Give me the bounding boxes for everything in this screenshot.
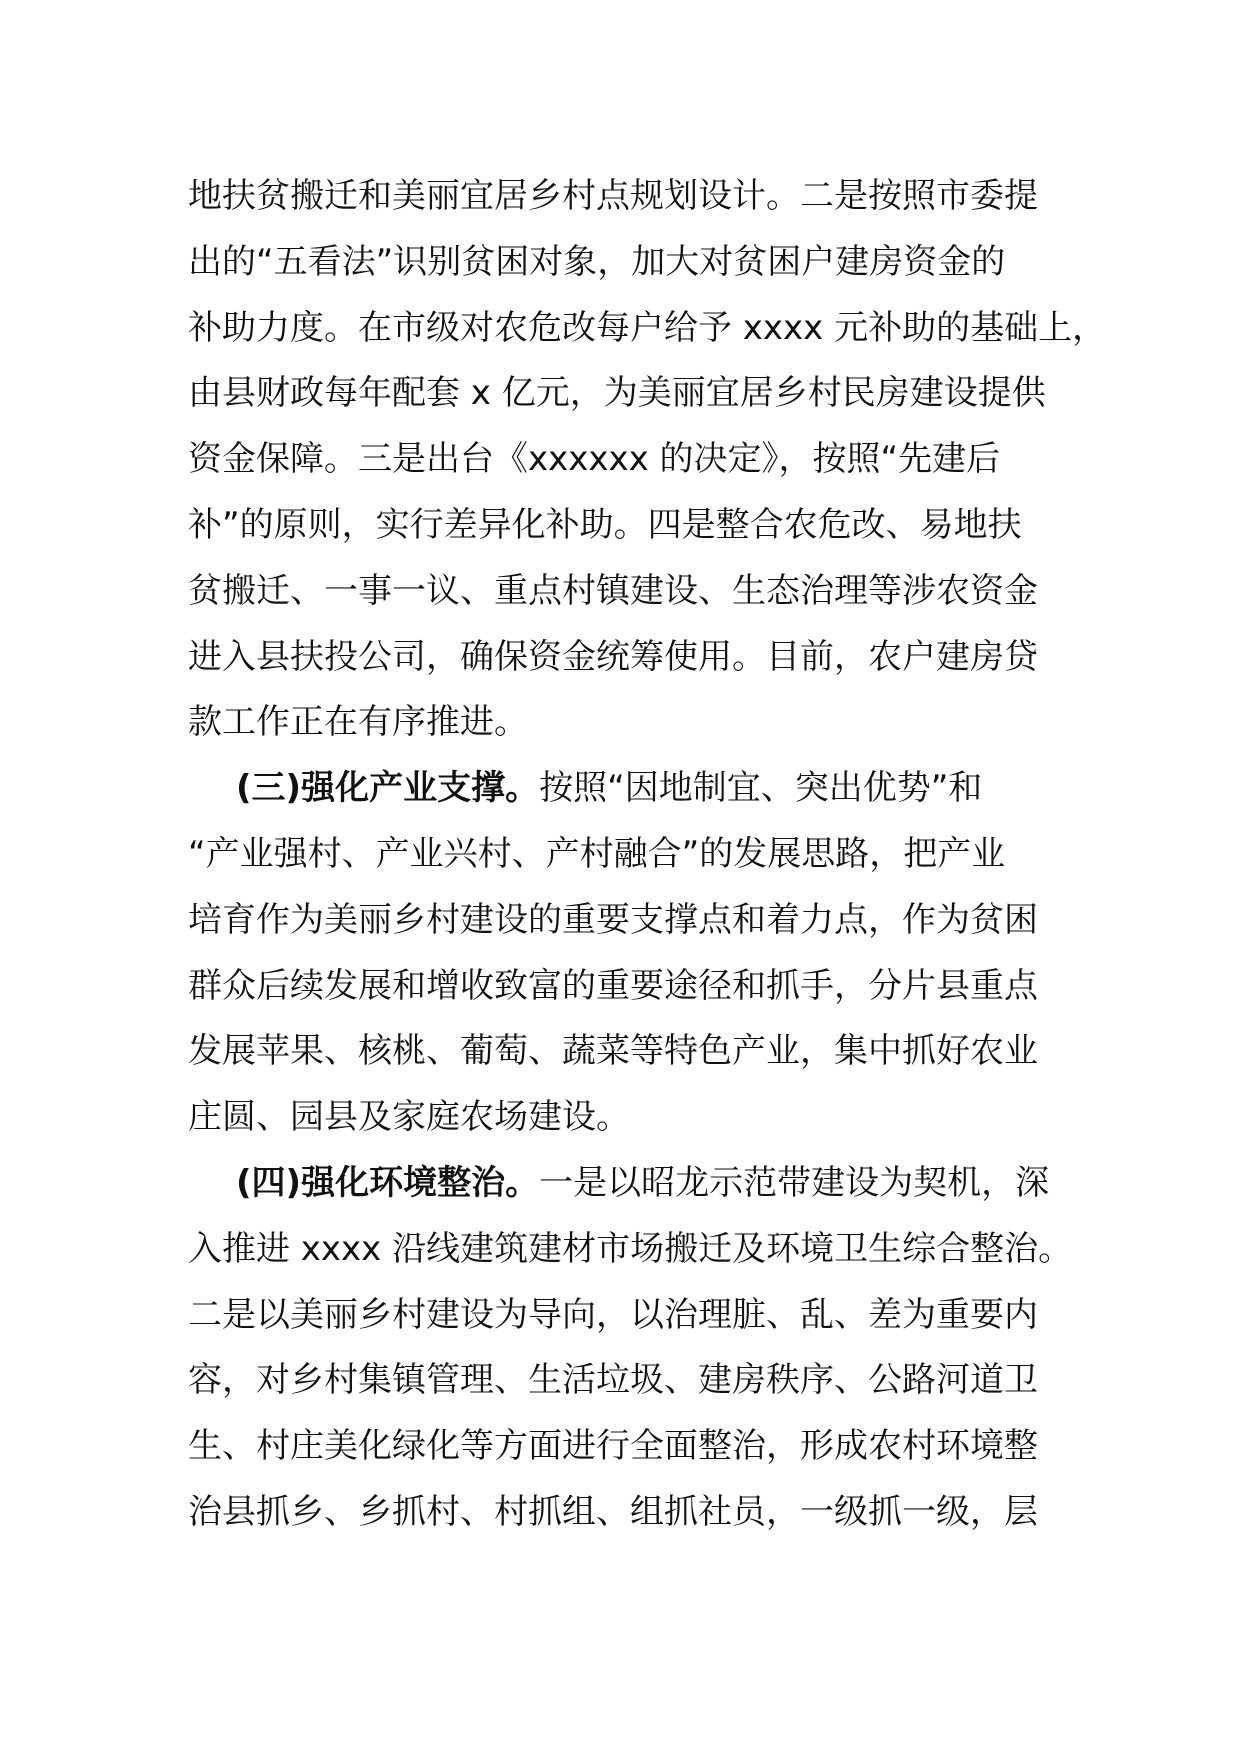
paragraph-industry: [188, 756, 1088, 1151]
paragraph-line: 资金保障。三是出台《xxxxxx 的决定》，按照“先建后: [188, 439, 1001, 480]
document-body: [188, 164, 1107, 1546]
paragraph-line: 生、村庄美化绿化等方面进行全面整治，形成农村环境整: [188, 1426, 1038, 1467]
paragraph-line: “产业强村、产业兴村、产村融合”的发展思路，把产业: [188, 833, 1006, 874]
paragraph-line: 进入县扶投公司，确保资金统筹使用。目前，农户建房贷: [188, 636, 1038, 677]
paragraph-line: 由县财政每年配套 x 亿元，为美丽宜居乡村民房建设提供: [188, 373, 1046, 414]
paragraph-line: 贫搬迁、一事一议、重点村镇建设、生态治理等涉农资金: [188, 570, 1038, 611]
paragraph-line: 补”的原则，实行差异化补助。四是整合农危改、易地扶: [188, 504, 1022, 545]
section-heading: (四)强化环境整治。: [236, 1162, 540, 1203]
paragraph-line: 容，对乡村集镇管理、生活垃圾、建房秩序、公路河道卫: [188, 1360, 1038, 1401]
paragraph-line: 发展苹果、核桃、葡萄、蔬菜等特色产业，集中抓好农业: [188, 1031, 1038, 1072]
paragraph-first-line: [188, 756, 1088, 822]
paragraph-line: 二是以美丽乡村建设为导向，以治理脏、乱、差为重要内: [188, 1294, 1038, 1335]
paragraph-line: 出的“五看法”识别贫困对象，加大对贫困户建房资金的: [188, 241, 1006, 282]
paragraph-funding: [188, 164, 1107, 756]
paragraph-line: 补助力度。在市级对农危改每户给予 xxxx 元补助的基础上，: [188, 307, 1107, 348]
paragraph-line: 培育作为美丽乡村建设的重要支撑点和着力点，作为贫困: [188, 899, 1038, 940]
paragraph-first-line: [188, 1151, 1088, 1217]
section-heading: (三)强化产业支撑。: [236, 768, 540, 809]
paragraph-line: 庄圆、园县及家庭农场建设。: [188, 1097, 630, 1138]
paragraph-line: 群众后续发展和增收致富的重要途径和抓手，分片县重点: [188, 965, 1038, 1006]
paragraph-text: 按照“因地制宜、突出优势”和: [539, 768, 983, 809]
paragraph-environment: [188, 1151, 1088, 1546]
paragraph-text: 一是以昭龙示范带建设为契机，深: [539, 1162, 1050, 1203]
paragraph-line: 治县抓乡、乡抓村、村抓组、组抓社员，一级抓一级，层: [188, 1491, 1038, 1532]
paragraph-line: 地扶贫搬迁和美丽宜居乡村点规划设计。二是按照市委提: [188, 176, 1038, 216]
paragraph-line: 款工作正在有序推进。: [188, 702, 528, 743]
paragraph-line: 入推进 xxxx 沿线建筑建材市场搬迁及环境卫生综合整治。: [188, 1228, 1073, 1269]
